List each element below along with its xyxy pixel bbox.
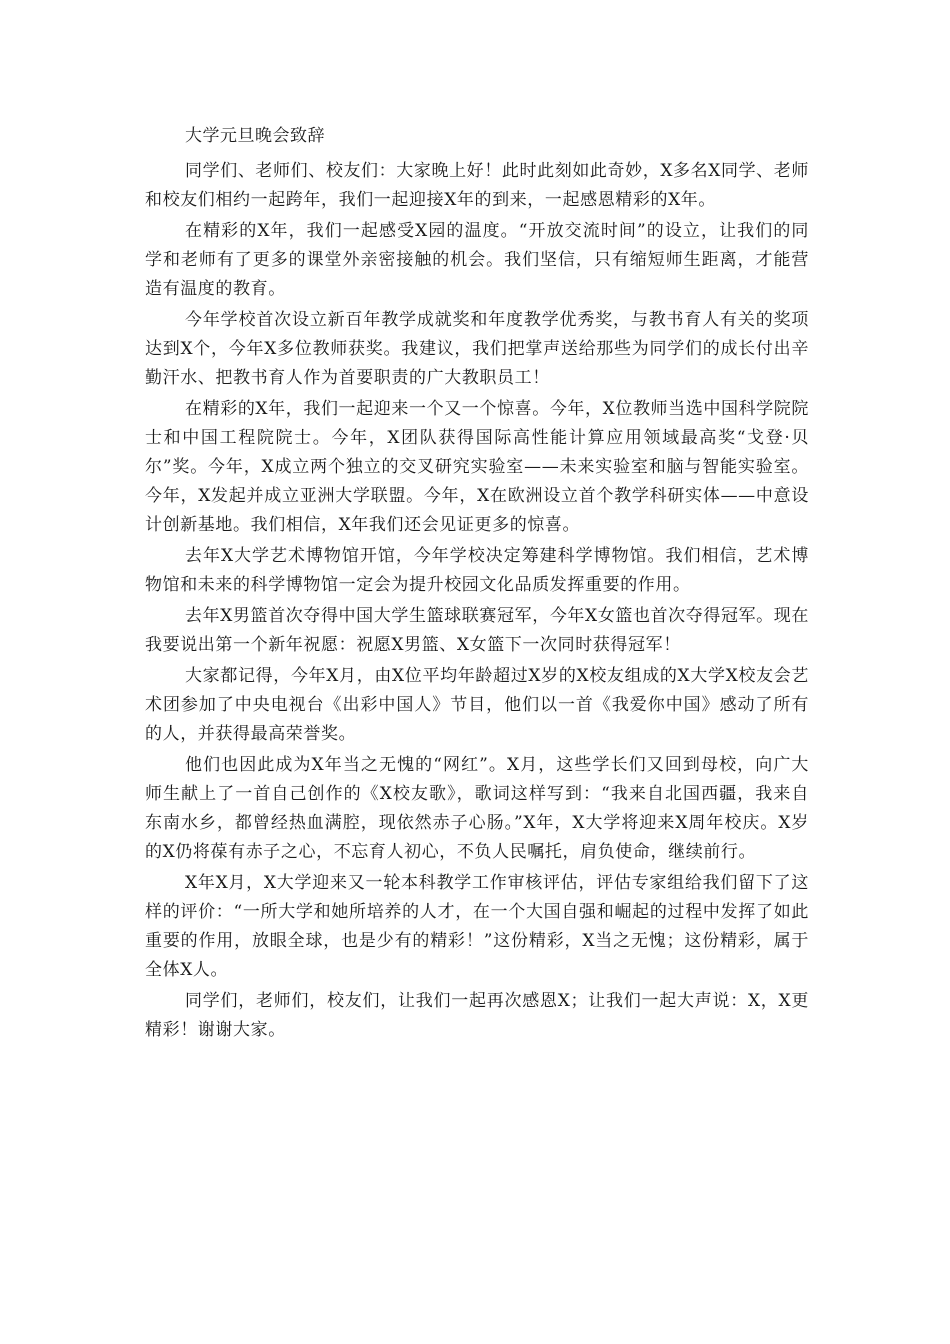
document-title: 大学元旦晚会致辞	[185, 126, 325, 146]
paragraph-teaching-awards: 今年学校首次设立新百年教学成就奖和年度教学优秀奖，与教书育人有关的奖项达到X个，今年X多位教师获奖。我建议，我们把掌声送给那些为同学们的成长付出辛勤汗水、把教书育人作为首要职责的广大教职员工！	[145, 310, 809, 388]
paragraph-campus-warmth: 在精彩的X年，我们一起感受X园的温度。“开放交流时间”的设立，让我们的同学和老师有了更多的课堂外亲密接触的机会。我们坚信，只有缩短师生距离，才能营造有温度的教育。	[145, 221, 809, 299]
paragraph-closing: 同学们，老师们，校友们，让我们一起再次感恩X；让我们一起大声说：X，X更精彩！谢谢大家。	[145, 991, 809, 1040]
paragraph-evaluation: X年X月，X大学迎来又一轮本科教学工作审核评估，评估专家组给我们留下了这样的评价：“一所大学和她所培养的人才，在一个大国自强和崛起的过程中发挥了如此重要的作用，放眼全球，也是少有的精彩！”这份精彩，X当之无愧；这份精彩，属于全体X人。	[145, 873, 809, 980]
paragraph-museums: 去年X大学艺术博物馆开馆，今年学校决定筹建科学博物馆。我们相信，艺术博物馆和未来的科学博物馆一定会为提升校园文化品质发挥重要的作用。	[145, 546, 809, 595]
document-page	[145, 122, 809, 1047]
paragraph-alumni-art-troupe: 大家都记得，今年X月，由X位平均年龄超过X岁的X校友组成的X大学X校友会艺术团参加了中央电视台《出彩中国人》节目，他们以一首《我爱你中国》感动了所有的人，并获得最高荣誉奖。	[145, 666, 809, 744]
paragraph-alumni-song: 他们也因此成为X年当之无愧的“网红”。X月，这些学长们又回到母校，向广大师生献上了一首自己创作的《X校友歌》，歌词这样写到：“我来自北国西疆，我来自东南水乡，都曾经热血满腔，现依然赤子心肠。”X年，X大学将迎来X周年校庆。X岁的X仍将葆有赤子之心，不忘育人初心，不负人民嘱托，肩负使命，继续前行。	[145, 755, 809, 862]
paragraph-basketball: 去年X男篮首次夺得中国大学生篮球联赛冠军，今年X女篮也首次夺得冠军。现在我要说出第一个新年祝愿：祝愿X男篮、X女篮下一次同时获得冠军！	[145, 606, 809, 655]
paragraph-greeting: 同学们、老师们、校友们：大家晚上好！此时此刻如此奇妙，X多名X同学、老师和校友们相约一起跨年，我们一起迎接X年的到来，一起感恩精彩的X年。	[145, 161, 809, 210]
paragraph-surprises: 在精彩的X年，我们一起迎来一个又一个惊喜。今年，X位教师当选中国科学院院士和中国工程院院士。今年，X团队获得国际高性能计算应用领域最高奖“戈登·贝尔”奖。今年，X成立两个独立的交叉研究实验室——未来实验室和脑与智能实验室。今年，X发起并成立亚洲大学联盟。今年，X在欧洲设立首个教学科研实体——中意设计创新基地。我们相信，X年我们还会见证更多的惊喜。	[145, 399, 809, 535]
